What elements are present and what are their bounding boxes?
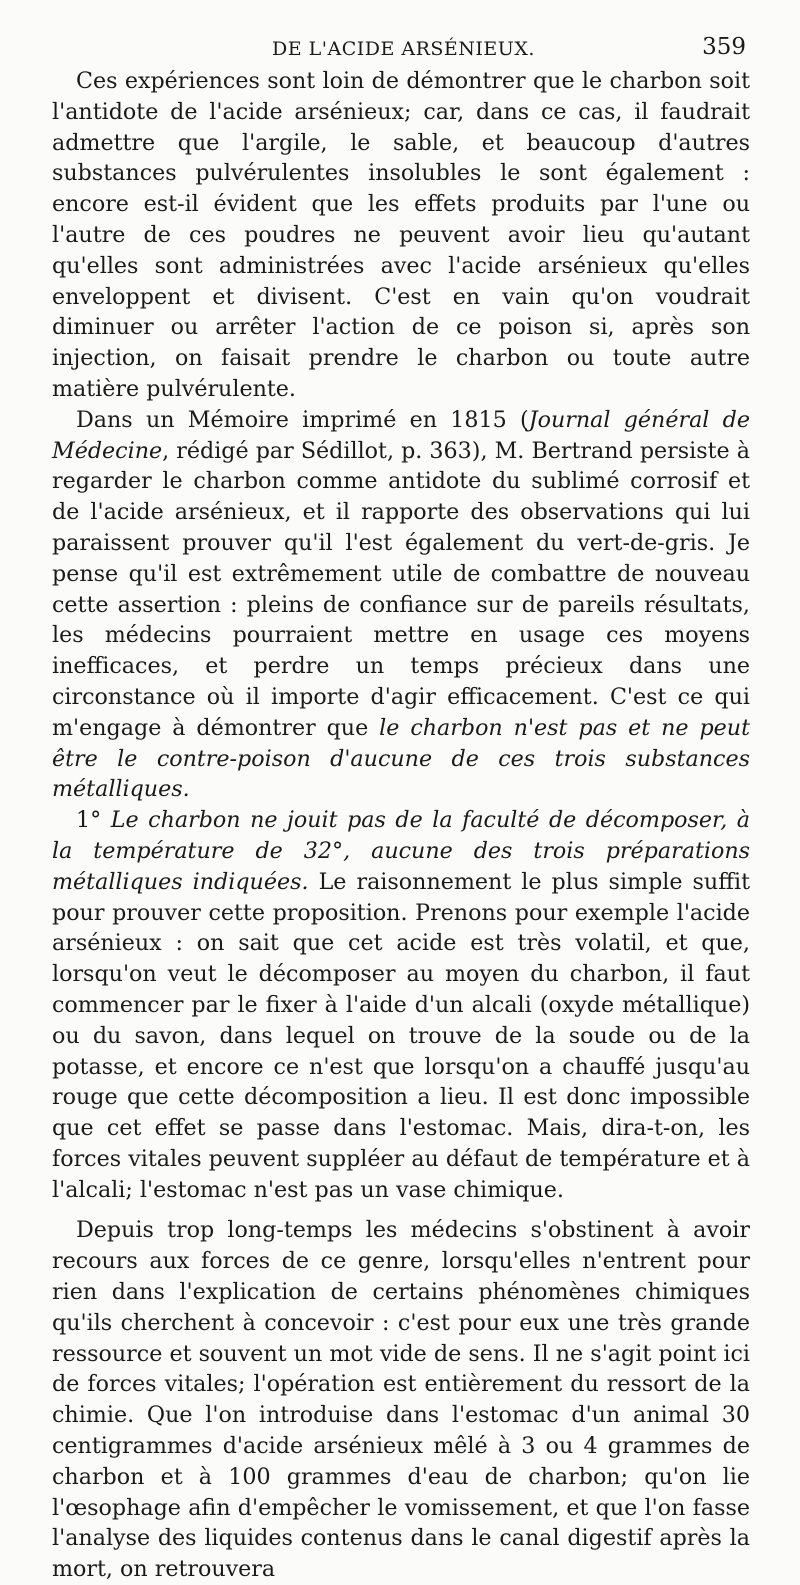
paragraph-4: Depuis trop long-temps les médecins s'obstinent à avoir recours aux forces de ce genre, lorsqu'elles n'entrent pour rien dans l'explication de certains phénomènes chimiques qu'ils cherchent à concevoir : c'est pour eux une très grande ressource et souvent un mot vide de sens. Il ne s'agit point ici de forces vitales; l'opération est entièrement du ressort de la chimie. Que l'on introduise dans l'estomac d'un animal 30 centigrammes d'acide arsénieux mêlé à 3 ou 4 grammes de charbon et à 100 grammes d'eau de charbon; qu'on lie l'œsophage afin d'empêcher le vomissement, et que l'on fasse l'analyse des liquides contenus dans le canal digestif après la mort, on retrouvera <box>52 1217 750 1583</box>
thesis-statement: le charbon n'est pas et ne peut être le contre-poison d'aucune de ces trois substances métalliques. <box>52 714 751 803</box>
body-text <box>52 66 750 1585</box>
page-header <box>52 30 750 66</box>
paragraph-2-text-a: Dans un Mémoire imprimé en 1815 ( <box>76 406 529 433</box>
proposition-1: Le charbon ne jouit pas de la faculté de décomposer, à la température de 32°, aucune des trois préparations métalliques indiquées. <box>52 807 751 895</box>
paragraph-3-number: 1° <box>76 807 111 834</box>
paragraph-3-text: Le raisonnement le plus simple suffit pour prouver cette proposition. Prenons pour exemple l'acide arsénieux : on sait que cet acide est très volatil, et que, lorsqu'on veut le décomposer au moyen du charbon, il faut commencer par le fixer à l'aide d'un alcali (oxyde métallique) ou du savon, dans lequel on trouve de la soude ou de la potasse, et encore ce n'est que lorsqu'on a chauffé jusqu'au rouge que cette décomposition a lieu. Il est donc impossible que cet effet se passe dans l'estomac. Mais, dira-t-on, les forces vitales peuvent suppléer au défaut de température et à l'alcali; l'estomac n'est pas un vase chimique. <box>52 868 750 1203</box>
paragraph-2-text-c: , rédigé par Sédillot, p. 363), M. Bertrand persiste à regarder le charbon comme antidote du sublimé corrosif et de l'acide arsénieux, et il rapporte des observations qui lui paraissent prouver qu'il l'est également du vert-de-gris. Je pense qu'il est extrêmement utile de combattre de nouveau cette assertion : pleins de confiance sur de pareils résultats, les médecins pourraient mettre en usage ces moyens inefficaces, et perdre un temps précieux dans une circonstance où il importe d'agir efficacement. C'est ce qui m'engage à démontrer que <box>52 437 750 741</box>
journal-title: Journal général de Médecine <box>52 406 750 464</box>
paragraph-3 <box>52 805 750 1205</box>
paragraph-1: Ces expériences sont loin de démontrer que le charbon soit l'antidote de l'acide arsénieux; car, dans ce cas, il faudrait admettre que l'argile, le sable, et beaucoup d'autres substances pulvérulentes insolubles le sont également : encore est-il évident que les effets produits par l'une ou l'autre de ces poudres ne peuvent avoir lieu qu'autant qu'elles sont administrées avec l'acide arsénieux qu'elles enveloppent et divisent. C'est en vain qu'on voudrait diminuer ou arrêter l'action de ce poison si, après son injection, on faisait prendre le charbon ou toute autre matière pulvérulente. <box>52 68 750 402</box>
page-number: 359 <box>702 34 746 60</box>
paragraph-2 <box>52 405 750 805</box>
running-head: DE L'ACIDE ARSÉNIEUX. <box>272 38 535 60</box>
